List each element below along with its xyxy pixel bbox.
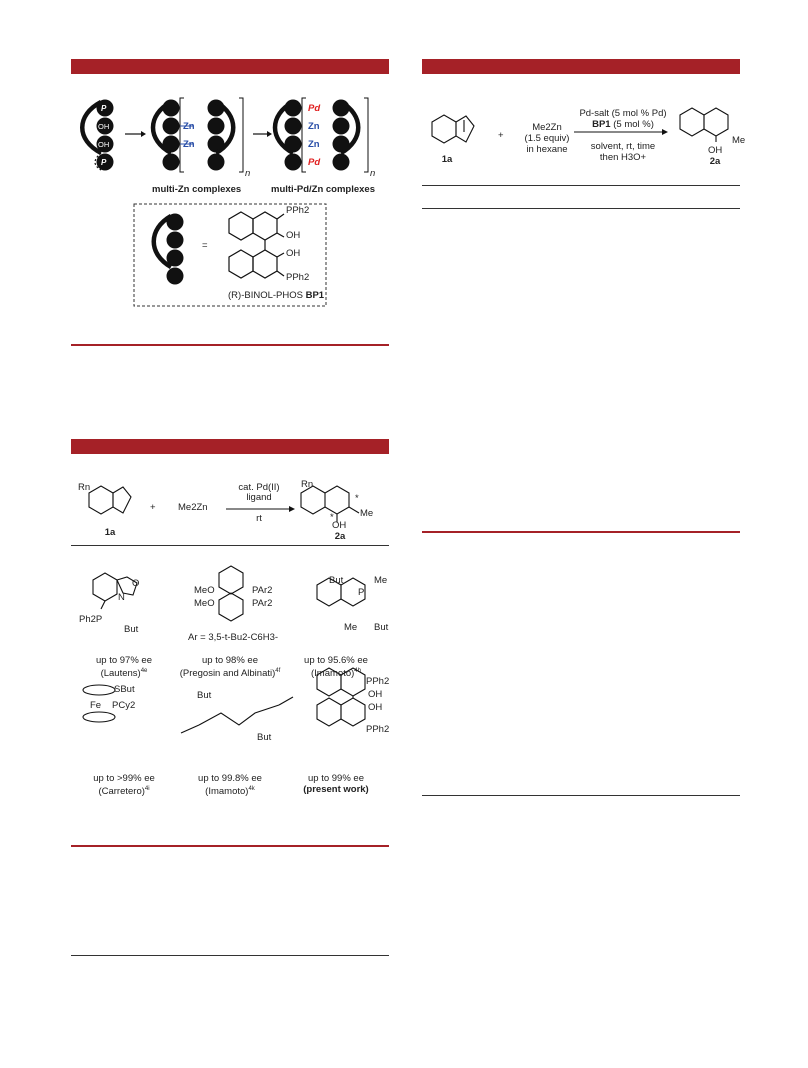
lig5-ee: up to 99.8% ee — [198, 773, 262, 784]
table1-product-label: 2a — [709, 156, 721, 167]
left-footer-rule — [71, 955, 389, 956]
lig6-ee: up to 99% ee — [308, 773, 364, 784]
scheme1-product-label: 2a — [334, 531, 346, 542]
zn-label-1: Zn — [183, 121, 195, 132]
multi-zn-complexes-label: multi-Zn complexes — [152, 184, 242, 195]
ligand-name: BP1 — [305, 290, 325, 301]
p-label-1: P — [101, 104, 107, 113]
pd-label-2: Pd — [308, 157, 321, 168]
lig2-ar-def: Ar = 3,5-t-Bu2-C6H3- — [188, 632, 279, 643]
table1-product-oh: OH — [708, 145, 723, 156]
scheme1-reagent: Me2Zn — [178, 502, 208, 513]
multi-pd-zn-complexes-label: multi-Pd/Zn complexes — [271, 184, 375, 195]
lig6-pph2a: PPh2 — [366, 676, 390, 687]
scheme1-divider — [71, 545, 389, 546]
lig6-oh2: OH — [368, 702, 383, 713]
multi-zn-complex — [153, 98, 243, 172]
lig2-par2b: PAr2 — [252, 598, 273, 609]
table1-bottom-rule — [422, 531, 740, 533]
scheme1-product-r: Rn — [301, 479, 314, 490]
lig2-ref: (Pregosin and Albinati)$^{4f}$ — [179, 668, 281, 680]
lig2-meo1: MeO — [194, 585, 215, 596]
scheme1-header-bar — [71, 439, 389, 454]
lig4-sbut: SBut — [114, 684, 135, 695]
lig3-me: Me — [374, 575, 388, 586]
figure1-header-bar — [71, 59, 389, 74]
figure1-bottom-rule — [71, 344, 389, 346]
figure1-diagram — [71, 80, 389, 340]
lig6-ref: (present work) — [303, 784, 369, 795]
table1-substrate-label: 1a — [441, 154, 453, 165]
oh-label-2: OH — [98, 140, 110, 149]
lig4-ee: up to >99% ee — [93, 773, 155, 784]
subscript-n-1: n — [245, 168, 251, 179]
multi-pd-zn-complex — [275, 98, 368, 172]
binol-phos-structure — [229, 212, 284, 278]
lig2-ee: up to 98% ee — [202, 655, 258, 666]
lig2-meo2: MeO — [194, 598, 215, 609]
table1-plus: + — [498, 130, 504, 141]
scheme1-substrate-label: 1a — [104, 527, 116, 538]
box-monomer — [154, 214, 184, 285]
subscript-n-2: n — [370, 168, 376, 179]
lig3-me2: Me — [344, 622, 358, 633]
lig3-caption — [283, 655, 389, 679]
pph2-bottom: PPh2 — [286, 272, 310, 283]
lig1-caption — [71, 655, 177, 679]
table1-cond-loading: (5 mol %) — [610, 119, 654, 130]
oh-bottom: OH — [286, 248, 301, 259]
lig6-pph2b: PPh2 — [366, 724, 390, 735]
lig3-but: But — [329, 575, 344, 586]
scheme1-product-star1: * — [355, 493, 359, 504]
table1-cond-2 — [573, 119, 673, 130]
lig4-ref: (Carretero)$^{4i}$ — [98, 786, 150, 798]
scheme1-product-star2: * — [330, 512, 334, 523]
table1-header-bar — [422, 59, 740, 74]
table1-rule-bottom — [422, 208, 740, 209]
zn-label-3: Zn — [308, 121, 320, 132]
pd-label-1: Pd — [308, 103, 321, 114]
lig5-but2: But — [257, 732, 272, 743]
zn-label-4: Zn — [308, 139, 320, 150]
lig1-n: N — [118, 592, 125, 603]
lig2-par2a: PAr2 — [252, 585, 273, 596]
lig3-but2: But — [374, 622, 389, 633]
table1-cond-1: Pd-salt (5 mol % Pd) — [579, 108, 667, 119]
lig4-caption — [71, 773, 177, 797]
table1-cond-bp1: BP1 — [592, 119, 611, 130]
table1-reagent-1: Me2Zn — [532, 122, 562, 133]
p-label-2: P — [101, 158, 107, 167]
lig5-caption — [177, 773, 283, 797]
lig1-ph2p: Ph2P — [79, 614, 103, 625]
binol-phos-monomer — [82, 100, 113, 171]
lig4-pcy2: PCy2 — [112, 700, 136, 711]
scheme1-product-me: Me — [360, 508, 374, 519]
scheme1-bottom-rule — [71, 845, 389, 847]
scheme1-product-oh: OH — [332, 520, 347, 531]
table1-cond-3: solvent, rt, time — [590, 141, 656, 152]
ligand-caption — [228, 290, 324, 301]
pph2-top: PPh2 — [286, 205, 310, 216]
table1-cond-4: then H3O+ — [599, 152, 647, 163]
table1-rule-top — [422, 185, 740, 186]
lig1-ee: up to 97% ee — [96, 655, 152, 666]
scheme1-substrate-r: Rn — [78, 482, 91, 493]
lig3-ref: (Imamoto)$^{4h}$ — [311, 668, 361, 680]
lig1-but: But — [124, 624, 139, 635]
lig5-ref: (Imamoto)$^{4k}$ — [205, 786, 255, 798]
right-footer-rule — [422, 795, 740, 796]
oh-label-1: OH — [98, 122, 110, 131]
table1-reagent-3: in hexane — [526, 144, 568, 155]
lig4-fe: Fe — [90, 700, 102, 711]
table1-product-me: Me — [732, 135, 746, 146]
ligand-prefix: (R)-BINOL-PHOS — [228, 290, 306, 301]
oh-top: OH — [286, 230, 301, 241]
scheme1-cond-top1: cat. Pd(II) — [238, 482, 280, 493]
lig2-caption — [177, 655, 283, 679]
lig6-caption — [283, 773, 389, 795]
lig6-oh1: OH — [368, 689, 383, 700]
equals-sign: = — [202, 240, 208, 251]
zn-label-2: Zn — [183, 139, 195, 150]
lig1-ref: (Lautens)$^{4e}$ — [100, 668, 148, 680]
lig3-p: P — [358, 587, 365, 598]
lig5-but1: But — [197, 690, 212, 701]
lig1-o: O — [132, 578, 140, 589]
table1-reagent-2: (1.5 equiv) — [524, 133, 570, 144]
scheme1-cond-top2: ligand — [246, 492, 272, 503]
scheme1-plus: + — [150, 502, 156, 513]
scheme1-cond-bottom: rt — [256, 513, 262, 524]
lig3-ee: up to 95.6% ee — [304, 655, 368, 666]
